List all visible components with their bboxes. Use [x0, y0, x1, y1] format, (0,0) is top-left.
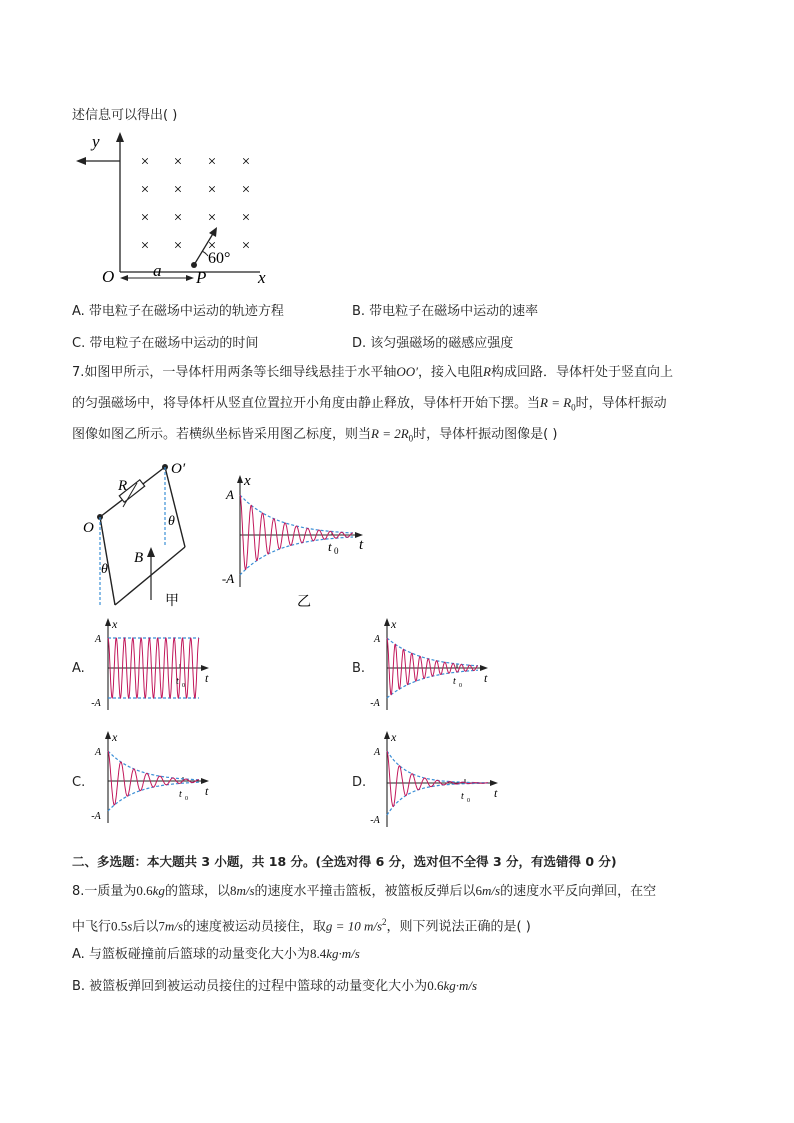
q7-option-b-graph[interactable] [367, 617, 497, 712]
q6-option-c[interactable]: C. 带电粒子在磁场中运动的时间 [72, 336, 259, 351]
q7-stem-line1: 7.如图甲所示，一导体杆用两条等长细导线悬挂于水平轴OO′，接入电阻R构成回路．导体杆处于竖直向上 [72, 364, 674, 380]
q6-p-label: P [196, 268, 207, 287]
neg-amplitude-label: -A [221, 571, 235, 586]
amplitude-label: A [373, 747, 381, 758]
t0-subscript: 0 [459, 683, 462, 689]
q8-stem-line2: 中飞行0.5s后以7m/s的速度被运动员接住，取g = 10 $m/s^2$，则下列说法正确的是( ) [72, 917, 531, 935]
field-cross-mark: × [173, 182, 183, 198]
q7-option-d-graph[interactable] [367, 730, 502, 831]
t0-label: t [453, 676, 456, 687]
field-cross-mark: × [207, 154, 217, 170]
field-cross-mark: × [207, 182, 217, 198]
q6-x-label: x [258, 268, 266, 287]
q7-option-d-label[interactable]: D. [352, 775, 367, 790]
q7-stem-line3: 图像如图乙所示。若横纵坐标皆采用图乙标度，则当$R = 2R_0$时，导体杆振动图像是( ) [72, 426, 558, 444]
envelope-upper [240, 495, 353, 533]
q6-y-label: y [92, 132, 100, 151]
q7-stem-line2: 的匀强磁场中，将导体杆从竖直位置拉开小角度由静止释放，导体杆开始下摆。当$R = R_0$时，导体杆振动 [72, 395, 667, 413]
q7-option-a-graph[interactable] [88, 617, 218, 712]
q7-option-b-label[interactable]: B. [352, 661, 366, 676]
t0-label: t [461, 791, 464, 802]
q6-a-label: a [153, 261, 162, 280]
amplitude-label: A [94, 634, 102, 645]
y-axis-arrow [105, 731, 111, 739]
q7-yi-caption: 乙 [297, 595, 311, 610]
y-axis-arrow [237, 475, 243, 483]
x-axis-label: x [391, 730, 397, 744]
q6-option-d[interactable]: D. 该匀强磁场的磁感应强度 [352, 336, 514, 351]
section2-heading: 二、多选题：本大题共 3 小题，共 18 分。(全选对得 6 分，选对但不全得 3 分，有选错得 0 分) [72, 854, 617, 869]
q7-jia-theta2: θ [101, 562, 108, 577]
q7-jia-theta1: θ [168, 514, 175, 529]
neg-amplitude-label: -A [91, 811, 101, 822]
t0-subscript: 0 [185, 796, 188, 802]
q6-stem-tail: 述信息可以得出( ) [72, 108, 178, 123]
t0-subscript: 0 [182, 683, 185, 689]
field-cross-mark: × [140, 210, 150, 226]
q6-angle-label: 60° [208, 250, 231, 267]
field-cross-mark: × [207, 210, 217, 226]
neg-amplitude-label: -A [370, 815, 380, 826]
q8-option-a[interactable]: A. 与篮板碰撞前后篮球的动量变化大小为8.4kg·m/s [72, 946, 360, 962]
field-cross-mark: × [241, 210, 251, 226]
q6-o-label: O [102, 267, 115, 286]
x-axis-label: x [112, 617, 118, 631]
x-axis-label: x [391, 617, 397, 631]
y-axis-arrow [384, 731, 390, 739]
oscillation-curve [387, 638, 478, 695]
field-cross-mark: × [241, 154, 251, 170]
q8-option-b[interactable]: B. 被篮板弹回到被运动员接住的过程中篮球的动量变化大小为0.6kg·m/s [72, 978, 478, 994]
field-cross-mark: × [140, 154, 150, 170]
t0-label: t [176, 676, 179, 687]
amplitude-label: A [373, 634, 381, 645]
x-axis-label: x [112, 730, 118, 744]
x-axis-label: x [244, 473, 251, 489]
q7-option-c-graph[interactable] [88, 730, 218, 825]
q7-figure-yi [215, 463, 375, 613]
t-axis-label: t [205, 784, 209, 798]
y-axis-arrow [384, 618, 390, 626]
q6-option-a[interactable]: A. 带电粒子在磁场中运动的轨迹方程 [72, 304, 284, 319]
q7-jia-o: O [83, 520, 94, 536]
amplitude-label: A [94, 747, 102, 758]
t-axis-label: t [494, 786, 498, 800]
t0-subscript: 0 [334, 546, 339, 556]
envelope-upper [387, 638, 478, 666]
t0-label: t [328, 539, 332, 554]
t-axis-label: t [359, 537, 364, 553]
field-cross-mark: × [140, 238, 150, 254]
q7-jia-caption: 甲 [165, 594, 179, 609]
field-cross-mark: × [241, 182, 251, 198]
q6-field-crosses [141, 154, 250, 254]
field-cross-mark: × [173, 238, 183, 254]
field-cross-mark: × [140, 182, 150, 198]
q7-jia-o-prime: O′ [171, 461, 186, 477]
t0-label: t [179, 789, 182, 800]
neg-amplitude-label: -A [370, 698, 380, 709]
t-axis-label: t [205, 671, 209, 685]
q7-jia-r: R [118, 478, 128, 494]
q6-option-b[interactable]: B. 带电粒子在磁场中运动的速率 [352, 304, 539, 319]
amplitude-label: A [226, 487, 234, 502]
field-cross-mark: × [173, 210, 183, 226]
q7-figure-jia [75, 455, 205, 615]
field-cross-mark: × [207, 238, 217, 254]
q7-option-c-label[interactable]: C. [72, 775, 86, 790]
y-axis-arrow [105, 618, 111, 626]
field-cross-mark: × [173, 154, 183, 170]
field-cross-mark: × [241, 238, 251, 254]
q7-option-a-label[interactable]: A. [72, 661, 85, 676]
q8-stem-line1: 8.一质量为0.6kg的篮球，以8m/s的速度水平撞击篮板，被篮板反弹后以6m/s的速度水平反向弹回，在空 [72, 883, 657, 899]
t0-subscript: 0 [467, 798, 470, 804]
q6-magnetic-field-figure [70, 130, 290, 290]
q7-jia-b: B [134, 550, 144, 566]
neg-amplitude-label: -A [91, 698, 101, 709]
t-axis-label: t [484, 671, 488, 685]
envelope-lower [387, 783, 488, 815]
envelope-lower [240, 537, 353, 575]
